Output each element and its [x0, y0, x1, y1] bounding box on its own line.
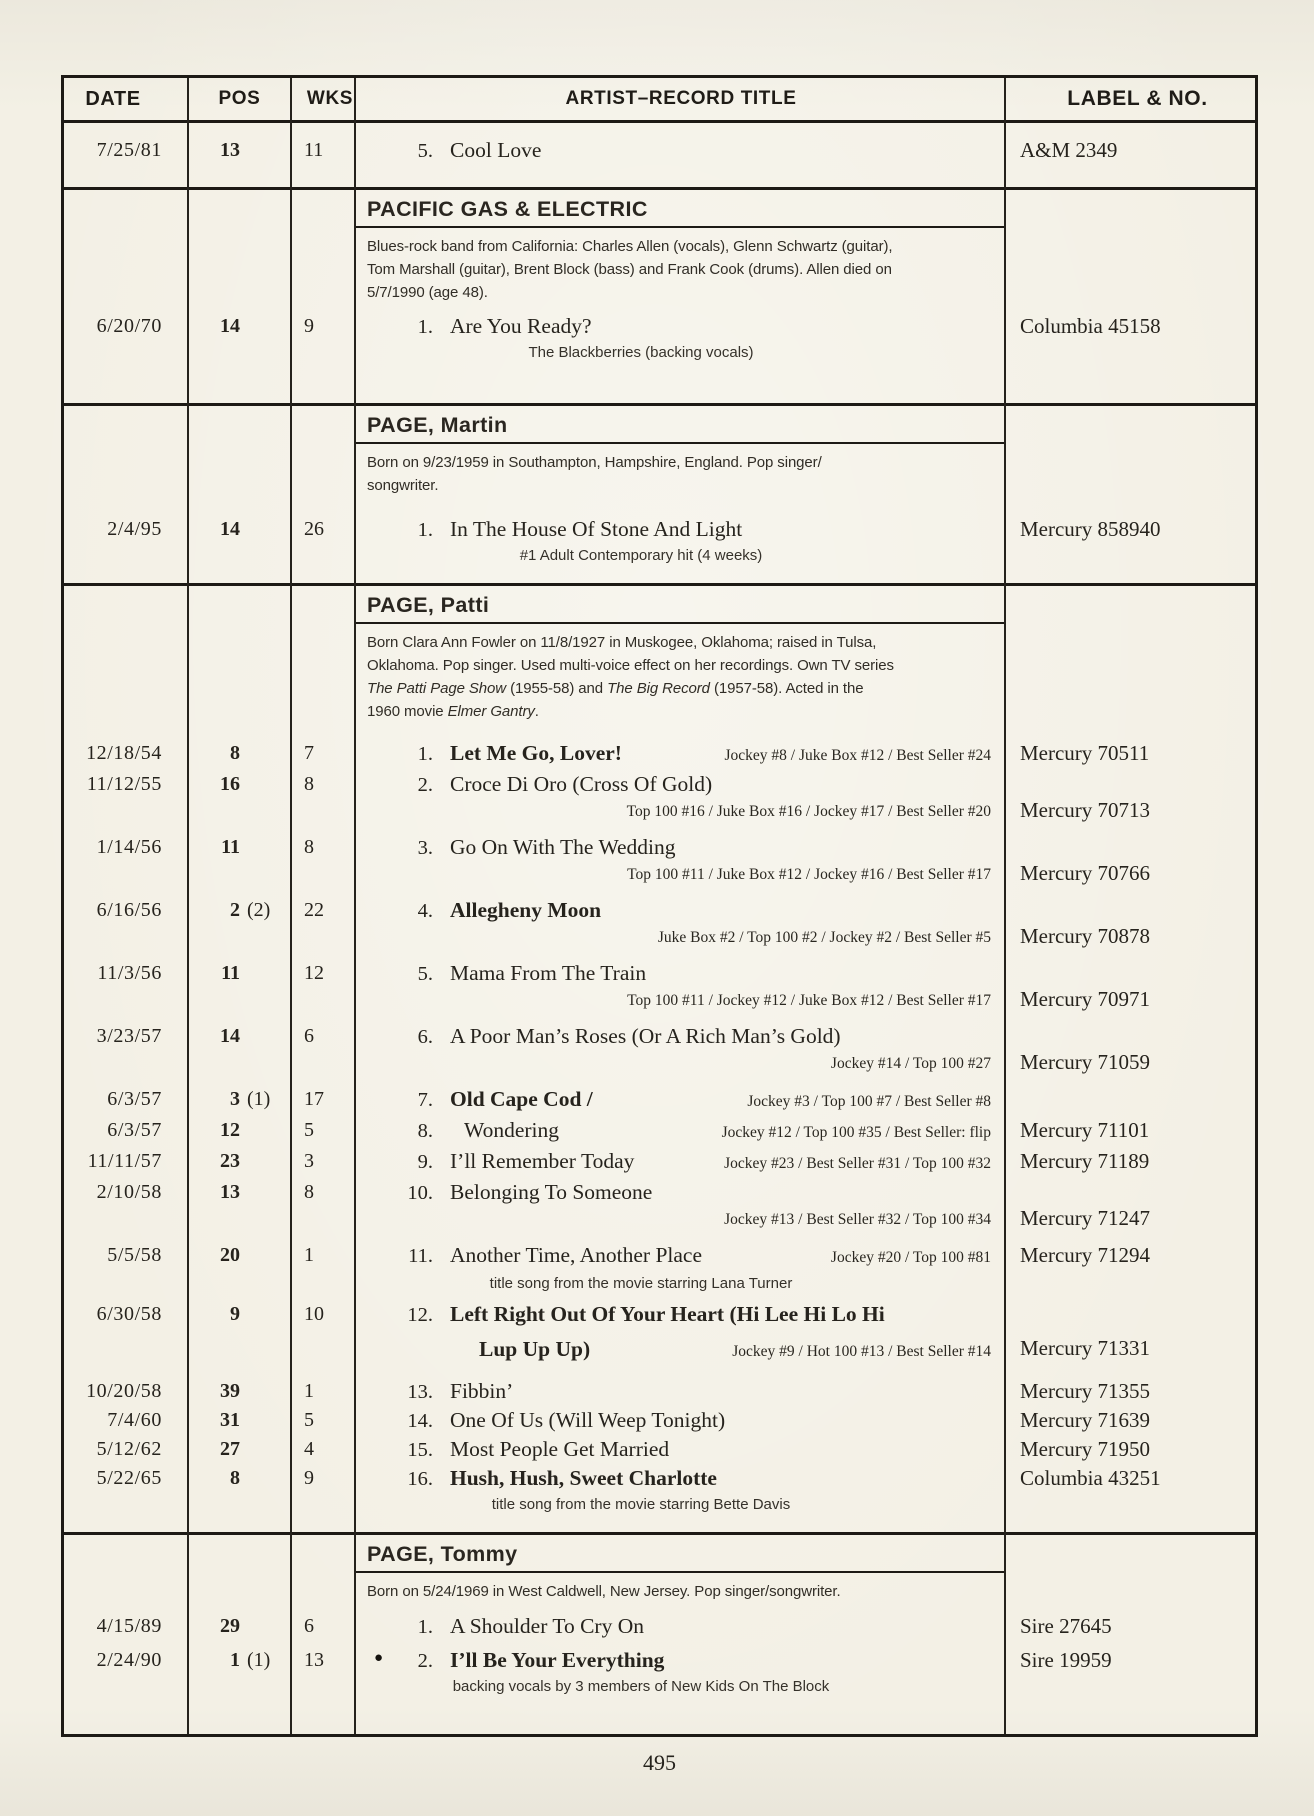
track-subnote: title song from the movie starring Lana Turner	[489, 1275, 793, 1292]
artist-name: PACIFIC GAS & ELECTRIC	[356, 190, 1006, 228]
track-title: Belonging To Someone	[450, 1180, 653, 1204]
record-label: Mercury 71294	[1020, 1243, 1151, 1267]
title-line	[367, 1085, 991, 1116]
artist-header	[356, 190, 1006, 228]
sections-container	[64, 120, 1255, 1737]
artist-section	[64, 583, 1255, 1532]
chart-detail: Jockey #9 / Hot 100 #13 / Best Seller #14	[732, 1343, 991, 1360]
chart-detail: Jockey #8 / Juke Box #12 / Best Seller #24	[724, 747, 991, 764]
artist-bio-line: Born on 5/24/1969 in West Caldwell, New Jersey. Pop singer/songwriter.	[367, 1583, 841, 1600]
peak-position: 8	[230, 1467, 240, 1489]
peak-position: 13	[220, 1181, 240, 1203]
label-cell	[1006, 1147, 1255, 1178]
label-cell	[1006, 312, 1255, 365]
header-date: DATE	[85, 87, 141, 110]
weeks-charted-cell: 22	[304, 899, 324, 921]
artist-bio-line: 5/7/1990 (age 48).	[367, 284, 488, 301]
artist-cell	[356, 1612, 1006, 1641]
date-cell: 7/25/81	[96, 139, 162, 161]
date-cell: 6/3/57	[107, 1119, 162, 1141]
track-number: 2.	[417, 1650, 433, 1672]
date-cell: 5/22/65	[96, 1467, 162, 1489]
pos-cell	[188, 959, 291, 1014]
artist-cell	[356, 1377, 1006, 1406]
pos-cell	[188, 1085, 291, 1116]
peak-position: 8	[230, 742, 240, 764]
pos-cell	[188, 136, 291, 165]
artist-cell	[356, 770, 1006, 825]
weeks-charted-cell: 6	[304, 1025, 314, 1047]
chart-detail: Jockey #20 / Top 100 #81	[830, 1249, 991, 1266]
track-number: 1.	[417, 1616, 433, 1638]
artist-bio-line: 1960 movie Elmer Gantry.	[367, 703, 539, 720]
entry-row	[64, 770, 1255, 825]
label-cell	[1006, 1646, 1255, 1699]
date-cell: 11/3/56	[97, 962, 162, 984]
pos-cell	[188, 1116, 291, 1147]
peak-position: 23	[220, 1150, 240, 1172]
track-title: Wondering	[464, 1118, 559, 1142]
pos-cell	[188, 896, 291, 951]
weeks-charted-cell: 8	[304, 836, 314, 858]
label-cell	[1006, 136, 1255, 165]
peak-position: 14	[220, 518, 240, 540]
label-cell	[1006, 896, 1255, 951]
weeks-charted-cell: 11	[304, 139, 324, 161]
peak-position: 16	[220, 773, 240, 795]
artist-section	[64, 187, 1255, 403]
date-cell: 5/12/62	[96, 1438, 162, 1460]
label-cell	[1006, 1241, 1255, 1296]
record-label: A&M 2349	[1020, 138, 1118, 162]
label-cell	[1006, 1612, 1255, 1641]
artist-bio	[367, 235, 1255, 304]
record-label: Mercury 70713	[1020, 798, 1151, 822]
track-title: Are You Ready?	[450, 314, 592, 338]
label-cell	[1006, 959, 1255, 1014]
title-line	[367, 1406, 991, 1435]
artist-cell	[356, 1406, 1006, 1435]
entry-row	[64, 312, 1255, 365]
weeks-charted-cell: 8	[304, 773, 314, 795]
record-label: Mercury 70511	[1020, 741, 1150, 765]
date-cell: 2/10/58	[96, 1181, 162, 1203]
chart-detail: Top 100 #16 / Juke Box #16 / Jockey #17 / Best Seller #20	[626, 803, 991, 820]
track-number: 13.	[407, 1381, 433, 1403]
track-title: Most People Get Married	[450, 1437, 670, 1461]
title-line	[367, 1646, 991, 1675]
artist-name: PAGE, Tommy	[356, 1535, 1006, 1573]
weeks-charted-cell: 1	[304, 1244, 314, 1266]
track-number: 9.	[417, 1151, 433, 1173]
date-cell: 1/14/56	[96, 836, 162, 858]
header-wks: WKS	[306, 88, 354, 109]
record-table	[61, 75, 1258, 1737]
column-divider	[1004, 78, 1006, 1734]
track-number: 2.	[417, 774, 433, 796]
track-number: 15.	[407, 1439, 433, 1461]
weeks-charted-cell: 9	[304, 315, 314, 337]
track-subnote: backing vocals by 3 members of New Kids On The Block	[452, 1678, 830, 1695]
artist-cell	[356, 1085, 1006, 1116]
title-line	[367, 1241, 991, 1272]
weeks-charted-cell: 1	[304, 1380, 314, 1402]
artist-cell	[356, 1300, 1006, 1366]
label-cell	[1006, 1178, 1255, 1233]
record-label: Sire 27645	[1020, 1614, 1112, 1638]
label-cell	[1006, 1022, 1255, 1077]
artist-header	[356, 406, 1006, 444]
track-number: 1.	[417, 519, 433, 541]
column-divider	[187, 78, 189, 1734]
peak-position: 29	[220, 1615, 240, 1637]
pos-cell	[188, 1406, 291, 1435]
pos-cell	[188, 1646, 291, 1699]
header-label-no: LABEL & NO.	[1067, 87, 1208, 110]
track-title: Left Right Out Of Your Heart (Hi Lee Hi Lo Hi	[450, 1302, 885, 1326]
artist-bio	[367, 631, 1255, 723]
track-title: Let Me Go, Lover!	[450, 741, 622, 765]
pos-cell	[188, 1464, 291, 1517]
track-number: 12.	[407, 1304, 433, 1326]
chart-detail: Jockey #14 / Top 100 #27	[830, 1055, 991, 1072]
weeks-at-peak: (2)	[247, 899, 271, 921]
weeks-charted-cell: 8	[304, 1181, 314, 1203]
date-cell: 6/3/57	[107, 1088, 162, 1110]
weeks-charted-cell: 7	[304, 742, 314, 764]
track-title: Old Cape Cod /	[450, 1087, 593, 1111]
pos-cell	[188, 770, 291, 825]
weeks-charted-cell: 26	[304, 518, 324, 540]
entry-row	[64, 739, 1255, 770]
date-cell: 4/15/89	[96, 1615, 162, 1637]
peak-position: 12	[220, 1119, 240, 1141]
peak-position: 14	[220, 1025, 240, 1047]
entry-row	[64, 1300, 1255, 1366]
label-cell	[1006, 1464, 1255, 1517]
label-cell	[1006, 1435, 1255, 1464]
peak-position: 1	[230, 1649, 240, 1671]
artist-cell	[356, 312, 1006, 365]
entry-row	[64, 1377, 1255, 1406]
peak-position: 11	[221, 962, 240, 984]
pos-cell	[188, 1241, 291, 1296]
track-title: One Of Us (Will Weep Tonight)	[450, 1408, 726, 1432]
artist-bio-line: songwriter.	[367, 477, 439, 494]
track-number: 3.	[417, 837, 433, 859]
track-title: A Poor Man’s Roses (Or A Rich Man’s Gold)	[450, 1024, 841, 1048]
track-number: 16.	[407, 1468, 433, 1490]
artist-bio-line: Born on 9/23/1959 in Southampton, Hampshire, England. Pop singer/	[367, 454, 822, 471]
chart-detail: Juke Box #2 / Top 100 #2 / Jockey #2 / Best Seller #5	[657, 929, 991, 946]
label-cell	[1006, 1406, 1255, 1435]
track-title: In The House Of Stone And Light	[450, 517, 743, 541]
track-title: Mama From The Train	[450, 961, 647, 985]
header-pos: POS	[218, 88, 261, 109]
chart-detail: Jockey #23 / Best Seller #31 / Top 100 #32	[724, 1155, 991, 1172]
track-number: 8.	[417, 1120, 433, 1142]
pos-cell	[188, 1300, 291, 1366]
weeks-charted-cell: 17	[304, 1088, 324, 1110]
peak-position: 3	[230, 1088, 240, 1110]
track-title: Another Time, Another Place	[450, 1243, 703, 1267]
title-line	[367, 896, 991, 925]
artist-header	[356, 586, 1006, 624]
title-line	[367, 739, 991, 770]
artist-cell	[356, 1241, 1006, 1296]
record-label: Mercury 71950	[1020, 1437, 1151, 1461]
record-label: Columbia 43251	[1020, 1466, 1161, 1490]
weeks-charted-cell: 4	[304, 1438, 314, 1460]
track-subnote: #1 Adult Contemporary hit (4 weeks)	[519, 547, 763, 564]
track-number: 6.	[417, 1026, 433, 1048]
track-title: I’ll Be Your Everything	[450, 1648, 665, 1672]
artist-section	[64, 1532, 1255, 1737]
title-line	[367, 136, 991, 165]
column-divider	[354, 78, 356, 1734]
weeks-charted-cell: 5	[304, 1119, 314, 1141]
artist-cell	[356, 1178, 1006, 1233]
peak-position: 11	[221, 836, 240, 858]
record-label: Mercury 71639	[1020, 1408, 1151, 1432]
date-cell: 10/20/58	[86, 1380, 162, 1402]
title-line-continued	[367, 1335, 991, 1366]
column-divider	[290, 78, 292, 1734]
entry-row	[64, 515, 1255, 568]
date-cell: 11/11/57	[87, 1150, 162, 1172]
label-cell	[1006, 1116, 1255, 1147]
entry-row	[64, 1085, 1255, 1116]
continued-entries-section	[64, 120, 1255, 187]
date-cell: 3/23/57	[96, 1025, 162, 1047]
pos-cell	[188, 833, 291, 888]
peak-position: 9	[230, 1303, 240, 1325]
date-cell: 6/16/56	[96, 899, 162, 921]
peak-position: 20	[220, 1244, 240, 1266]
page-number-footer: 495	[643, 1750, 676, 1775]
artist-cell	[356, 1147, 1006, 1178]
track-number: 10.	[407, 1182, 433, 1204]
weeks-charted-cell: 9	[304, 1467, 314, 1489]
artist-bio	[367, 451, 1255, 497]
weeks-charted-cell: 10	[304, 1303, 324, 1325]
weeks-charted-cell: 5	[304, 1409, 314, 1431]
record-label: Mercury 71101	[1020, 1118, 1150, 1142]
peak-position: 13	[220, 139, 240, 161]
artist-header	[356, 1535, 1006, 1573]
pos-cell	[188, 1612, 291, 1641]
track-number: 14.	[407, 1410, 433, 1432]
artist-bio-line: Born Clara Ann Fowler on 11/8/1927 in Muskogee, Oklahoma; raised in Tulsa,	[367, 634, 877, 651]
track-title: A Shoulder To Cry On	[450, 1614, 644, 1638]
title-line	[367, 1116, 991, 1147]
date-cell: 7/4/60	[107, 1409, 162, 1431]
table-header-row	[64, 78, 1255, 120]
artist-section	[64, 403, 1255, 583]
record-label: Mercury 71247	[1020, 1206, 1151, 1230]
entry-row	[64, 1147, 1255, 1178]
title-line	[367, 1300, 991, 1329]
peak-position: 2	[230, 899, 240, 921]
gold-record-bullet-icon: ●	[374, 1650, 384, 1666]
track-title: Croce Di Oro (Cross Of Gold)	[450, 772, 713, 796]
chart-detail: Jockey #12 / Top 100 #35 / Best Seller: flip	[721, 1124, 991, 1141]
record-label: Mercury 71331	[1020, 1336, 1151, 1360]
label-cell	[1006, 833, 1255, 888]
track-title: Cool Love	[450, 138, 542, 162]
entry-row	[64, 1464, 1255, 1517]
record-label: Mercury 71355	[1020, 1379, 1151, 1403]
artist-cell	[356, 959, 1006, 1014]
date-cell: 12/18/54	[86, 742, 162, 764]
date-cell: 5/5/58	[107, 1244, 162, 1266]
date-cell: 6/20/70	[96, 315, 162, 337]
track-number: 1.	[417, 316, 433, 338]
label-cell	[1006, 1377, 1255, 1406]
track-title: Allegheny Moon	[450, 898, 602, 922]
title-line	[367, 959, 991, 988]
title-line	[367, 1147, 991, 1178]
track-title: I’ll Remember Today	[450, 1149, 635, 1173]
entry-row	[64, 833, 1255, 888]
entry-row	[64, 1406, 1255, 1435]
weeks-charted-cell: 3	[304, 1150, 314, 1172]
weeks-at-peak: (1)	[247, 1088, 271, 1110]
label-cell	[1006, 1085, 1255, 1116]
record-label: Mercury 70766	[1020, 861, 1151, 885]
artist-cell	[356, 1116, 1006, 1147]
pos-cell	[188, 1178, 291, 1233]
pos-cell	[188, 739, 291, 770]
title-line	[367, 515, 991, 544]
record-label: Sire 19959	[1020, 1648, 1112, 1672]
record-label: Mercury 70971	[1020, 987, 1151, 1011]
title-line	[367, 312, 991, 341]
date-cell: 2/24/90	[96, 1649, 162, 1671]
record-label: Columbia 45158	[1020, 314, 1161, 338]
entry-row	[64, 896, 1255, 951]
track-number: 11.	[408, 1245, 433, 1267]
entry-row	[64, 1116, 1255, 1147]
artist-cell	[356, 1022, 1006, 1077]
entry-row	[64, 1022, 1255, 1077]
record-label: Mercury 858940	[1020, 517, 1161, 541]
artist-cell	[356, 515, 1006, 568]
artist-bio-line: Oklahoma. Pop singer. Used multi-voice effect on her recordings. Own TV series	[367, 657, 894, 674]
artist-cell	[356, 739, 1006, 770]
chart-detail: Top 100 #11 / Jockey #12 / Juke Box #12 / Best Seller #17	[627, 992, 991, 1009]
track-number: 5.	[417, 140, 433, 162]
artist-cell	[356, 1646, 1006, 1699]
track-title-continued: Lup Up Up)	[479, 1337, 591, 1361]
track-title: Hush, Hush, Sweet Charlotte	[450, 1466, 717, 1490]
artist-bio-line: Tom Marshall (guitar), Brent Block (bass) and Frank Cook (drums). Allen died on	[367, 261, 892, 278]
artist-cell	[356, 1464, 1006, 1517]
pos-cell	[188, 312, 291, 365]
weeks-charted-cell: 13	[304, 1649, 324, 1671]
title-line	[367, 770, 991, 799]
artist-bio	[367, 1580, 1255, 1603]
weeks-at-peak: (1)	[247, 1649, 271, 1671]
artist-bio-line: Blues-rock band from California: Charles Allen (vocals), Glenn Schwartz (guitar),	[367, 238, 893, 255]
entry-row	[64, 1612, 1255, 1641]
weeks-charted-cell: 6	[304, 1615, 314, 1637]
entry-row	[64, 1178, 1255, 1233]
entry-row	[64, 136, 1255, 165]
title-line	[367, 1435, 991, 1464]
chart-detail: Jockey #3 / Top 100 #7 / Best Seller #8	[747, 1093, 991, 1110]
track-number: 7.	[417, 1089, 433, 1111]
artist-name: PAGE, Patti	[356, 586, 1006, 624]
track-subnote: The Blackberries (backing vocals)	[528, 344, 754, 361]
peak-position: 14	[220, 315, 240, 337]
date-cell: 2/4/95	[107, 518, 162, 540]
record-label: Mercury 71189	[1020, 1149, 1150, 1173]
title-line	[367, 833, 991, 862]
title-line	[367, 1612, 991, 1641]
record-label: Mercury 71059	[1020, 1050, 1151, 1074]
entry-row	[64, 1435, 1255, 1464]
entry-row	[64, 959, 1255, 1014]
artist-cell	[356, 136, 1006, 165]
label-cell	[1006, 1300, 1255, 1366]
artist-cell	[356, 833, 1006, 888]
entry-row	[64, 1241, 1255, 1296]
record-label: Mercury 70878	[1020, 924, 1151, 948]
title-line	[367, 1022, 991, 1051]
pos-cell	[188, 1147, 291, 1178]
pos-cell	[188, 1435, 291, 1464]
label-cell	[1006, 739, 1255, 770]
peak-position: 27	[220, 1438, 240, 1460]
peak-position: 31	[220, 1409, 240, 1431]
pos-cell	[188, 1377, 291, 1406]
artist-cell	[356, 1435, 1006, 1464]
weeks-charted-cell: 12	[304, 962, 324, 984]
title-line	[367, 1178, 991, 1207]
chart-detail: Top 100 #11 / Juke Box #12 / Jockey #16 / Best Seller #17	[627, 866, 991, 883]
track-title: Fibbin’	[450, 1379, 514, 1403]
label-cell	[1006, 770, 1255, 825]
entry-row	[64, 1646, 1255, 1699]
title-line	[367, 1464, 991, 1493]
peak-position: 39	[220, 1380, 240, 1402]
date-cell: 11/12/55	[86, 773, 162, 795]
pos-cell	[188, 1022, 291, 1077]
artist-cell	[356, 896, 1006, 951]
header-artist-record-title: ARTIST–RECORD TITLE	[565, 88, 797, 109]
date-cell: 6/30/58	[96, 1303, 162, 1325]
track-number: 1.	[417, 743, 433, 765]
track-number: 4.	[417, 900, 433, 922]
artist-name: PAGE, Martin	[356, 406, 1006, 444]
track-title: Go On With The Wedding	[450, 835, 676, 859]
title-line	[367, 1377, 991, 1406]
label-cell	[1006, 515, 1255, 568]
track-number: 5.	[417, 963, 433, 985]
track-subnote: title song from the movie starring Bette Davis	[491, 1496, 791, 1513]
chart-detail: Jockey #13 / Best Seller #32 / Top 100 #34	[724, 1211, 991, 1228]
artist-bio-line: The Patti Page Show (1955-58) and The Big Record (1957-58). Acted in the	[367, 680, 864, 697]
pos-cell	[188, 515, 291, 568]
